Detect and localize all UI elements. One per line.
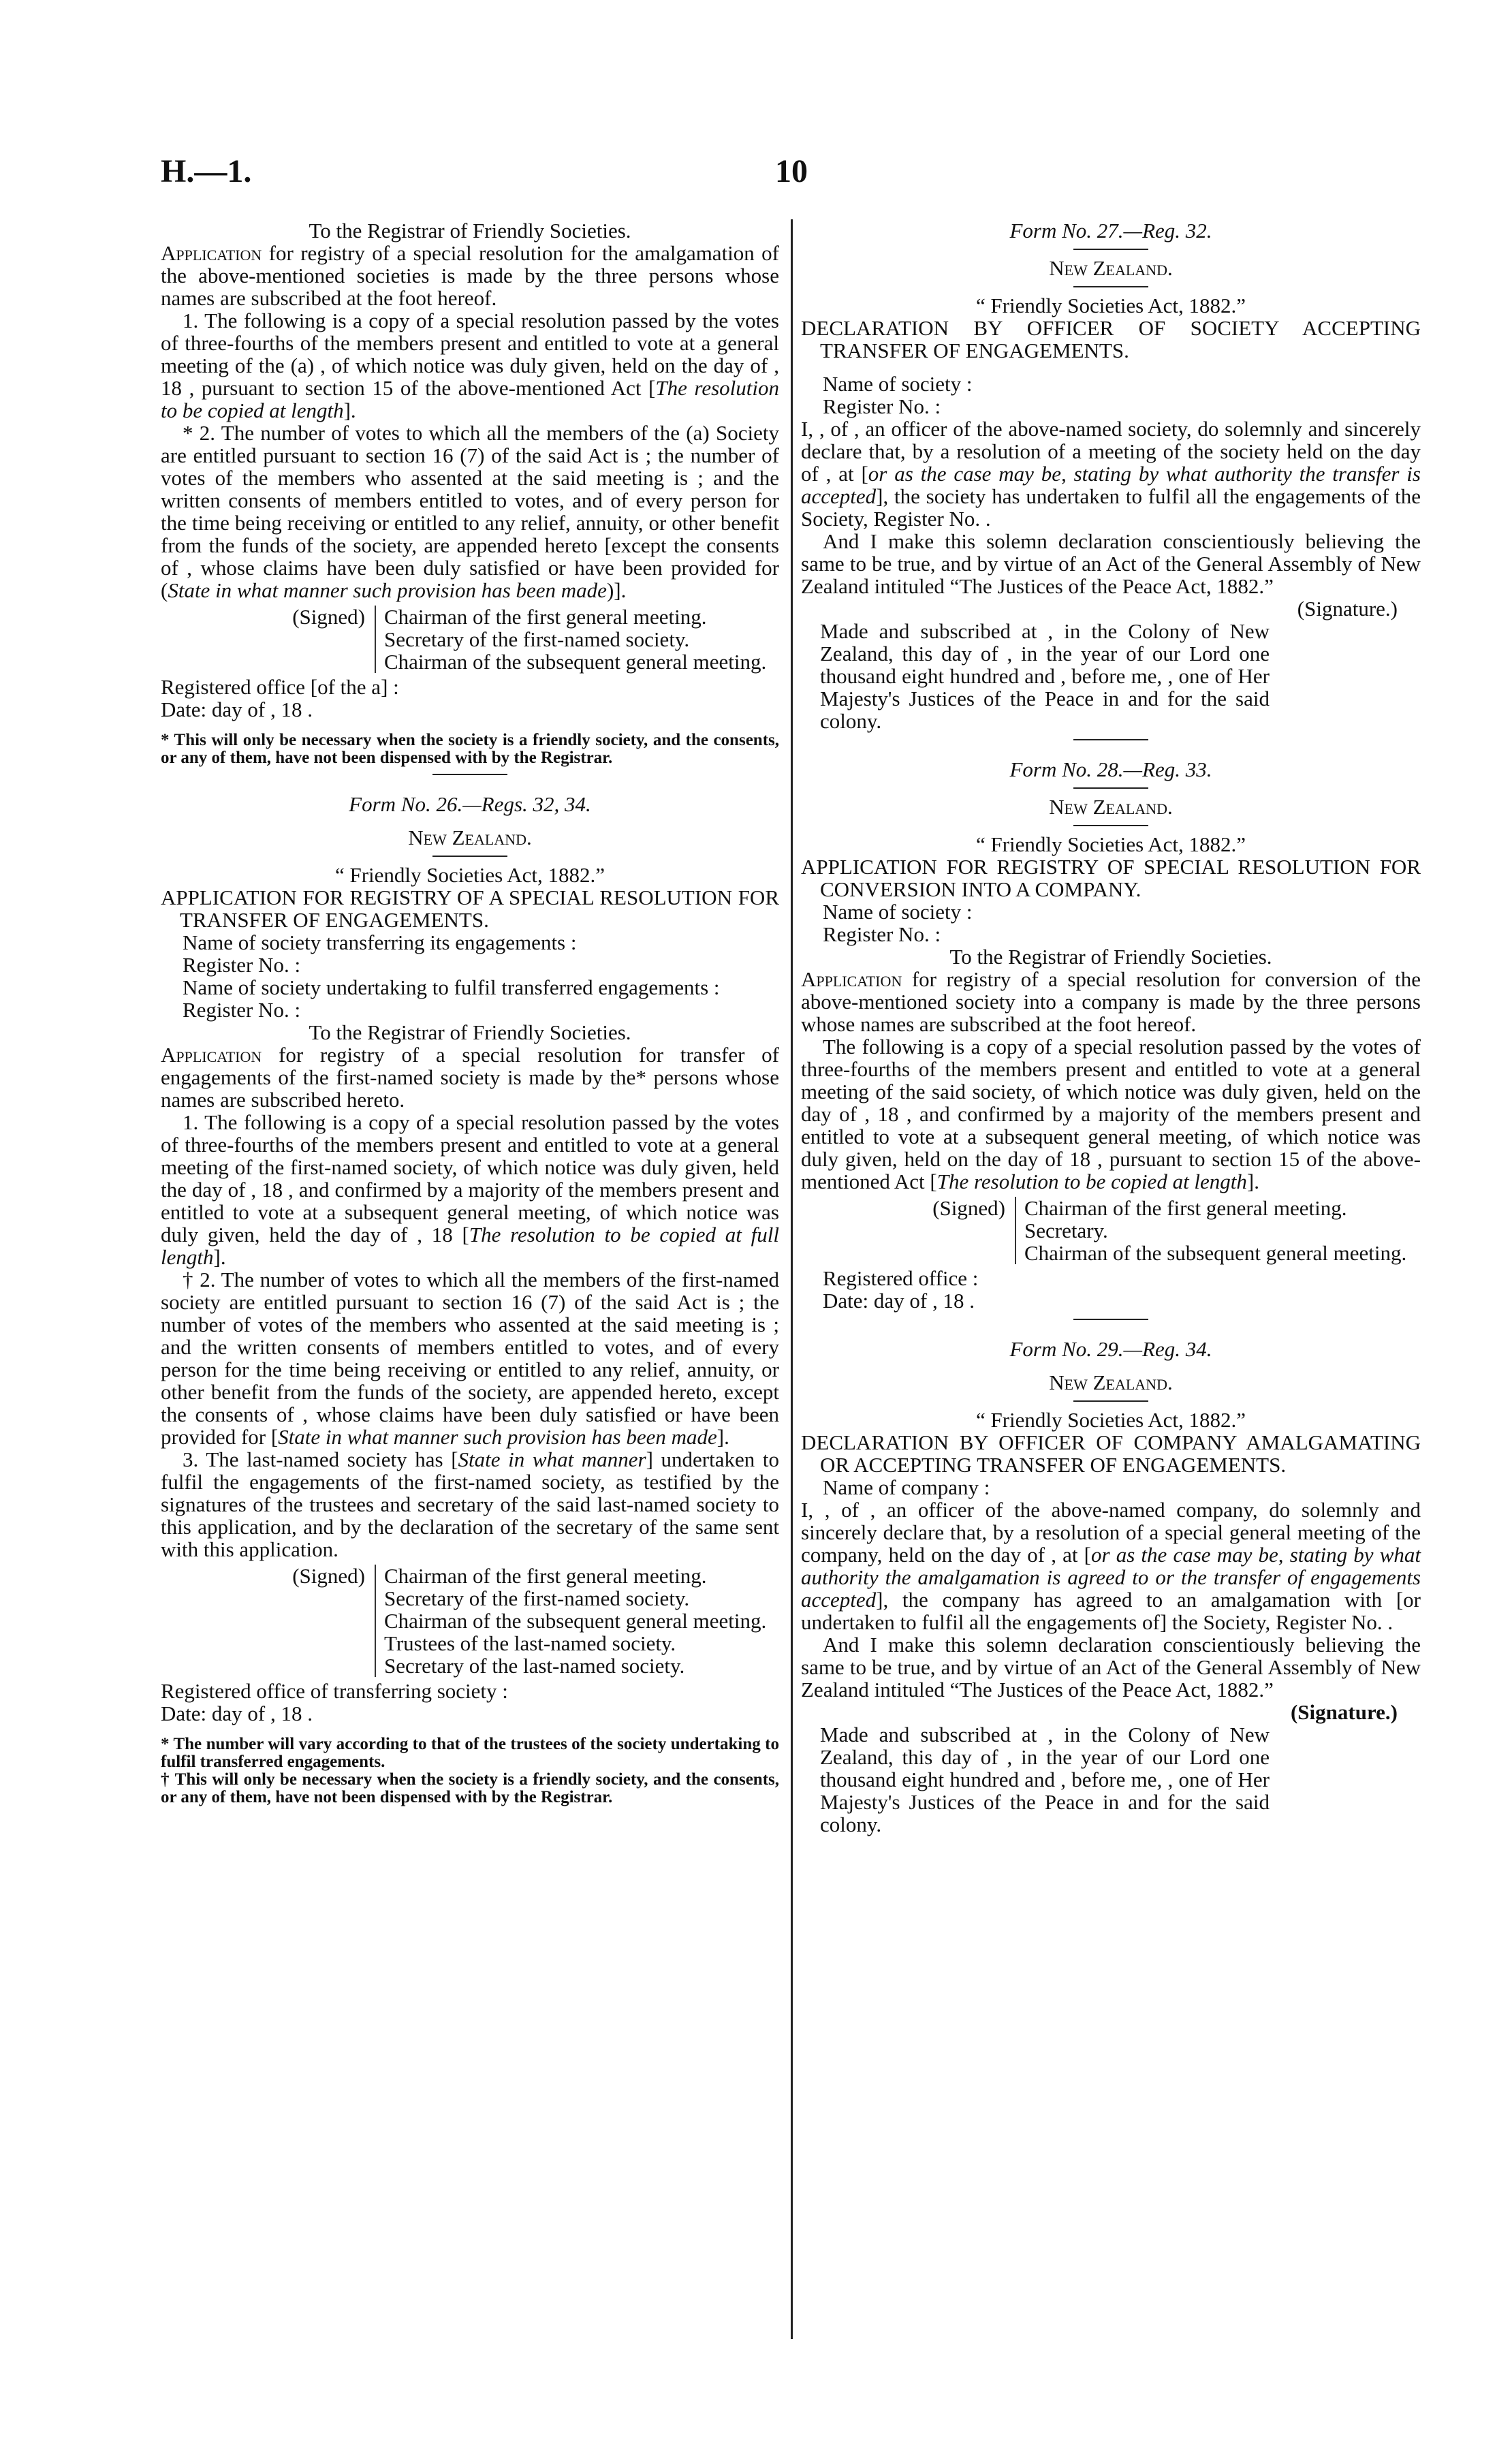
officer-list (1015, 1197, 1421, 1264)
date-line: Date: day of , 18 . (161, 697, 313, 721)
field-label: Register No. : (183, 953, 301, 977)
declaration-end: ], the society has undertaken to fulfil all the engagements of the Society, Register No. . (801, 484, 1421, 531)
application-paragraph (801, 968, 1421, 1035)
act-name: “ Friendly Societies Act, 1882.” (975, 1408, 1246, 1432)
officer-line: Trustees of the last-named society. (375, 1632, 779, 1655)
application-paragraph (161, 1044, 779, 1111)
declaration-italic: or as the case may be, stating by what authority the transfer is accepted (801, 462, 1421, 508)
clause-1-italic: The resolution to be copied at full length (161, 1223, 779, 1269)
solemn-declaration: And I make this solemn declaration conscientiously believing the same to be true, and by virtue of an Act of the General Assembly of New Zealand intituled “The Justices of the Peace Act, 1882.” (801, 1633, 1421, 1702)
made-subscribed: Made and subscribed at , in the Colony of New Zealand, this day of , in the year of our Lord one thousand eight hundred and , before me, , one of Her Majesty's Justices of the Peace in and for the said colony. (820, 619, 1270, 733)
officer-list (375, 1565, 779, 1677)
to-registrar: To the Registrar of Friendly Societies. (309, 1020, 631, 1044)
form-27-heading: Form No. 27.—Reg. 32. (1009, 219, 1212, 242)
clause-2 (161, 422, 779, 601)
clause-1 (161, 309, 779, 422)
signature-block (161, 1565, 779, 1677)
to-registrar: To the Registrar of Friendly Societies. (949, 945, 1272, 969)
field-label: Name of society : (823, 372, 973, 396)
form-28-heading: Form No. 28.—Reg. 33. (1009, 757, 1212, 781)
form-heading (161, 793, 779, 815)
officer-line: Chairman of the subsequent general meeting. (375, 1610, 779, 1632)
clause-3 (161, 1448, 779, 1561)
application-label: Application (801, 967, 902, 991)
application-text: for registry of a special resolution for conversion of the above-mentioned society into a company is made by the three persons whose names are subscribed at the foot hereof. (801, 967, 1421, 1036)
clause-1 (161, 1111, 779, 1268)
clause-2-text: † 2. The number of votes to which all the members of the first-named society are entitled pursuant to section 16 (7) of the said Act is ; the number of votes of the members who assented at the said meeting is ; and the written consents of members entitled to votes, and of every person for the time being receiving or entitled to any relief, annuity, or other benefit from the funds of the society, are appended hereto, except the consents of , whose claims have been duly satisfied or have been provided for [ (161, 1268, 779, 1449)
resolution-italic: The resolution to be copied at length (936, 1170, 1247, 1193)
field-label: Name of society transferring its engagements : (183, 930, 577, 954)
short-rule (1073, 1400, 1148, 1402)
date-line: Date: day of , 18 . (161, 1702, 313, 1725)
field-label: Name of society : (823, 900, 973, 924)
application-paragraph (161, 242, 779, 309)
officer-line: Secretary of the first-named society. (375, 1587, 779, 1610)
field-label: Register No. : (183, 998, 301, 1022)
signature-block (161, 606, 779, 673)
form-title: DECLARATION BY OFFICER OF SOCIETY ACCEPTING TRANSFER OF ENGAGEMENTS. (801, 316, 1421, 362)
form-title: APPLICATION FOR REGISTRY OF A SPECIAL RESOLUTION FOR TRANSFER OF ENGAGEMENTS. (161, 885, 779, 932)
declaration-text: I, , of , an officer of the above-named society, do solemnly and sincerely declare that, by a resolution of a meeting of the society held on the day of , at [ (801, 417, 1421, 486)
right-column (801, 219, 1421, 1836)
form-title: DECLARATION BY OFFICER OF COMPANY AMALGAMATING OR ACCEPTING TRANSFER OF ENGAGEMENTS. (801, 1430, 1421, 1477)
form-26-heading: Form No. 26.—Regs. 32, 34. (349, 792, 591, 816)
registered-office: Registered office [of the a] : (161, 675, 399, 699)
solemn-declaration: And I make this solemn declaration conscientiously believing the same to be true, and by virtue of an Act of the General Assembly of New Zealand intituled “The Justices of the Peace Act, 1882.” (801, 529, 1421, 598)
clause-2-end: ]. (716, 1425, 729, 1449)
registered-office: Registered office : (823, 1266, 979, 1290)
short-rule (1073, 286, 1148, 287)
form-title: APPLICATION FOR REGISTRY OF SPECIAL RESOLUTION FOR CONVERSION INTO A COMPANY. (801, 855, 1421, 901)
column-rule (791, 219, 793, 2339)
declaration-text: I, , of , an officer of the above-named company, do solemnly and sincerely declare that, by a resolution of a special general meeting of the company, held on the day of , at [ (801, 1498, 1421, 1567)
footnote: † This will only be necessary when the society is a friendly society, and the consents, or any of them, have not been dispensed with by the Registrar. (161, 1770, 779, 1806)
signature-label: (Signature.) (1297, 597, 1398, 621)
signed-label: (Signed) (292, 1564, 365, 1588)
declaration-italic: or as the case may be, stating by what authority the amalgamation is agreed to or the transfer of engagements accepted (801, 1543, 1421, 1612)
resolution-text: The following is a copy of a special resolution passed by the votes of three-fourths of the members present and entitled to vote at a general meeting of the said society, of which notice was duly given, held on the day of , 18 , and confirmed by a majority of the members present and entitled to vote at a subsequent general meeting, of which notice was duly given, held on the day of 18 , pursuant to section 15 of the above-mentioned Act [ (801, 1035, 1421, 1193)
officer-line: Chairman of the first general meeting. (375, 1565, 779, 1587)
short-rule (1073, 787, 1148, 789)
act-name: “ Friendly Societies Act, 1882.” (975, 832, 1246, 856)
application-text: for registry of a special resolution for transfer of engagements of the first-named society is made by the* persons whose names are subscribed hereto. (161, 1043, 779, 1112)
clause-2-end: )]. (606, 578, 627, 602)
officer-line: Chairman of the first general meeting. (375, 606, 779, 628)
declaration (801, 1499, 1421, 1633)
officer-line: Chairman of the subsequent general meeting. (375, 650, 779, 673)
country-name: New Zealand. (408, 826, 532, 849)
made-subscribed: Made and subscribed at , in the Colony of New Zealand, this day of , in the year of our Lord one thousand eight hundred and , before me, , one of Her Majesty's Justices of the Peace in and for the said colony. (820, 1723, 1270, 1836)
officer-line: Secretary of the first-named society. (375, 628, 779, 650)
clause-3-italic: State in what manner (458, 1447, 646, 1471)
field-label: Register No. : (823, 922, 941, 946)
clause-2-italic: State in what manner such provision has been made (278, 1425, 717, 1449)
clause-3-text: 3. The last-named society has [ (183, 1447, 458, 1471)
footnote: * This will only be necessary when the society is a friendly society, and the consents, or any of them, have not been dispensed with by the Registrar. (161, 731, 779, 767)
clause-2 (161, 1268, 779, 1448)
signature-block (801, 1197, 1421, 1264)
clause-1-end: ]. (343, 398, 356, 422)
footnote: * The number will vary according to that of the trustees of the society undertaking to fulfil transferred engagements. (161, 1735, 779, 1771)
resolution-end: ]. (1246, 1170, 1259, 1193)
date-line: Date: day of , 18 . (823, 1289, 975, 1313)
act-name: “ Friendly Societies Act, 1882.” (975, 294, 1246, 317)
document-code: H.—1. (161, 153, 252, 189)
clause-1-text: 1. The following is a copy of a special resolution passed by the votes of three-fourths of the members present and entitled to vote at a general meeting of the first-named society, of which notice was duly given, held the day of , 18 , and confirmed by a majority of the members present and entitled to vote at a subsequent general meeting, of which notice was duly given, held the day of , 18 [ (161, 1110, 779, 1246)
page-number: 10 (775, 153, 808, 189)
officer-list (375, 606, 779, 673)
short-rule (1073, 825, 1148, 826)
clause-2-italic: State in what manner such provision has been made (168, 578, 607, 602)
country-name: New Zealand. (1049, 795, 1173, 819)
clause-1-italic: The resolution to be copied at length (161, 376, 779, 422)
signature-label: (Signature.) (1290, 1700, 1398, 1724)
officer-line: Secretary of the last-named society. (375, 1655, 779, 1677)
section-rule (1073, 1319, 1148, 1320)
signed-label: (Signed) (292, 605, 365, 629)
clause-3-end: ] undertaken to fulfil the engagements of the first-named society, as testified by the signatures of the trustees and secretary of the said last-named society to this application, and by the declaration of the secretary of the same sent with this application. (161, 1447, 779, 1561)
declaration-end: ], the company has agreed to an amalgamation with [or undertaken to fulfil all the engagements of] the Society, Register No. . (801, 1588, 1421, 1634)
section-rule (432, 774, 507, 775)
declaration (801, 418, 1421, 530)
application-text: for registry of a special resolution for the amalgamation of the above-mentioned societies is made by the three persons whose names are subscribed at the foot hereof. (161, 241, 779, 310)
section-rule (1073, 739, 1148, 740)
short-rule (432, 856, 507, 857)
officer-line: Chairman of the first general meeting. (1015, 1197, 1421, 1219)
signed-label: (Signed) (932, 1196, 1005, 1220)
form-heading (801, 1338, 1421, 1360)
officer-line: Secretary. (1015, 1219, 1421, 1242)
clause-2-text: * 2. The number of votes to which all the members of the (a) Society are entitled pursuant to section 16 (7) of the said Act is ; the number of votes of the members who assented at the said meeting is ; and the written consents of members entitled to votes, and of every person for the time being receiving or entitled to any relief, annuity, or other benefit from the funds of the society, are appended hereto [except the consents of , whose claims have been duly satisfied or have been provided for ( (161, 421, 779, 602)
short-rule (1073, 249, 1148, 250)
act-name: “ Friendly Societies Act, 1882.” (334, 863, 605, 887)
country-name: New Zealand. (1049, 256, 1173, 280)
form-heading (801, 219, 1421, 242)
form-29-heading: Form No. 29.—Reg. 34. (1009, 1337, 1212, 1361)
application-label: Application (161, 1043, 262, 1067)
application-label: Application (161, 241, 262, 265)
clause-1-end: ]. (213, 1245, 226, 1269)
field-label: Name of company : (823, 1475, 990, 1499)
form-heading (801, 758, 1421, 781)
resolution-paragraph (801, 1035, 1421, 1193)
officer-line: Chairman of the subsequent general meeting. (1015, 1242, 1421, 1264)
to-registrar: To the Registrar of Friendly Societies. (309, 219, 631, 242)
field-label: Register No. : (823, 394, 941, 418)
country-name: New Zealand. (1049, 1370, 1173, 1394)
left-column (161, 219, 779, 1806)
field-label: Name of society undertaking to fulfil transferred engagements : (183, 975, 720, 999)
clause-1-text: 1. The following is a copy of a special resolution passed by the votes of three-fourths of the members present and entitled to vote at a general meeting of the (a) , of which notice was duly given, held on the day of , 18 , pursuant to section 15 of the above-mentioned Act [ (161, 309, 779, 400)
registered-office: Registered office of transferring society : (161, 1679, 508, 1703)
